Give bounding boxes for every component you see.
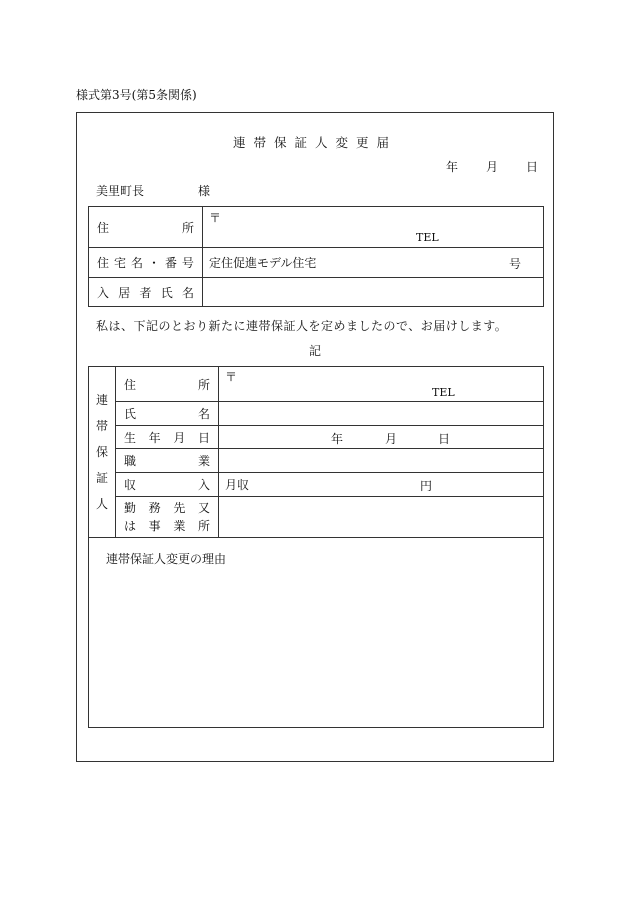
label-char: 事 — [148, 519, 161, 533]
label-char: 住 — [97, 220, 110, 235]
form-number: 様式第3号(第5条関係) — [76, 88, 197, 102]
label-char: 居 — [118, 285, 131, 300]
label-char: 証 — [95, 471, 108, 485]
label-char: 氏 — [124, 407, 137, 421]
label-char: 入 — [97, 285, 110, 300]
label-char: 務 — [148, 501, 161, 515]
workplace-field[interactable] — [219, 497, 544, 538]
intro-text: 私は、下記のとおり新たに連帯保証人を定めましたので、お届けします。 — [96, 319, 508, 333]
tel-label: TEL — [416, 231, 439, 244]
label-char: 氏 — [160, 285, 173, 300]
label-char: 生 — [124, 430, 137, 445]
label-char: 又 — [197, 501, 210, 515]
label-char: 収 — [124, 478, 137, 492]
label-char: 住 — [124, 377, 137, 392]
label-char: 号 — [181, 256, 194, 270]
date-year: 年 — [446, 160, 459, 174]
date-month: 月 — [485, 160, 498, 174]
label-char: 名 — [181, 285, 194, 300]
label-char: 所 — [197, 377, 210, 392]
guarantor-section-label — [89, 367, 116, 538]
birth-date-field[interactable] — [219, 426, 544, 449]
label-char: 宅 — [113, 256, 126, 270]
label-char: 職 — [124, 454, 137, 468]
guarantor-name-field[interactable] — [219, 402, 544, 426]
addressee — [96, 182, 210, 199]
label-char: 番 — [164, 256, 177, 270]
addressee-honorific: 様 — [198, 184, 211, 198]
income-label-cell — [116, 473, 219, 497]
label-char: 先 — [173, 501, 186, 515]
income-field[interactable] — [219, 473, 544, 497]
label-char: 連 — [95, 393, 108, 407]
label-char: 月 — [173, 430, 186, 445]
label-char: 帯 — [95, 419, 108, 433]
date-line — [446, 158, 538, 175]
label-char: 保 — [95, 445, 108, 459]
label-char: 業 — [197, 454, 210, 468]
resident-name-field[interactable] — [203, 278, 544, 307]
birth-label-cell — [116, 426, 219, 449]
ki-heading: 記 — [308, 344, 321, 358]
guarantor-table — [88, 366, 544, 538]
applicant-address-label-cell — [89, 207, 203, 248]
guarantor-address-label-cell — [116, 367, 219, 402]
label-char: 所 — [197, 519, 210, 533]
guarantor-name-label-cell — [116, 402, 219, 426]
label-char: 者 — [139, 285, 152, 300]
job-label-cell — [116, 449, 219, 473]
label-char: 名 — [130, 256, 143, 270]
label-char: ・ — [147, 256, 160, 270]
form-title: 連帯保証人変更届 — [232, 135, 397, 150]
birth-month: 月 — [385, 432, 398, 446]
income-prefix: 月収 — [225, 478, 250, 492]
housing-value: 定住促進モデル住宅 — [209, 256, 317, 270]
date-day: 日 — [525, 160, 538, 174]
label-char: 年 — [148, 430, 161, 445]
housing-label-cell — [89, 248, 203, 278]
housing-number-suffix: 号 — [509, 257, 522, 271]
label-char: 勤 — [124, 501, 137, 515]
label-char: 日 — [197, 430, 210, 445]
label-char: 住 — [97, 256, 110, 270]
tel-label: TEL — [432, 386, 455, 399]
birth-day: 日 — [438, 432, 451, 446]
label-char: は — [124, 519, 137, 533]
applicant-table — [88, 206, 544, 307]
resident-label-cell — [89, 278, 203, 307]
guarantor-address-field[interactable] — [219, 367, 544, 402]
label-char: 人 — [95, 497, 108, 511]
workplace-label-cell — [116, 497, 219, 538]
postal-mark: 〒 — [225, 370, 238, 384]
label-char: 入 — [197, 478, 210, 492]
postal-mark: 〒 — [209, 211, 222, 225]
label-char: 名 — [197, 407, 210, 421]
applicant-address-field[interactable] — [203, 207, 544, 248]
label-char: 業 — [173, 519, 186, 533]
housing-field[interactable] — [203, 248, 544, 278]
label-char: 所 — [181, 220, 194, 235]
job-field[interactable] — [219, 449, 544, 473]
reason-label: 連帯保証人変更の理由 — [106, 552, 227, 566]
income-unit: 円 — [420, 479, 433, 493]
addressee-name: 美里町長 — [96, 184, 145, 198]
birth-year: 年 — [331, 432, 344, 446]
